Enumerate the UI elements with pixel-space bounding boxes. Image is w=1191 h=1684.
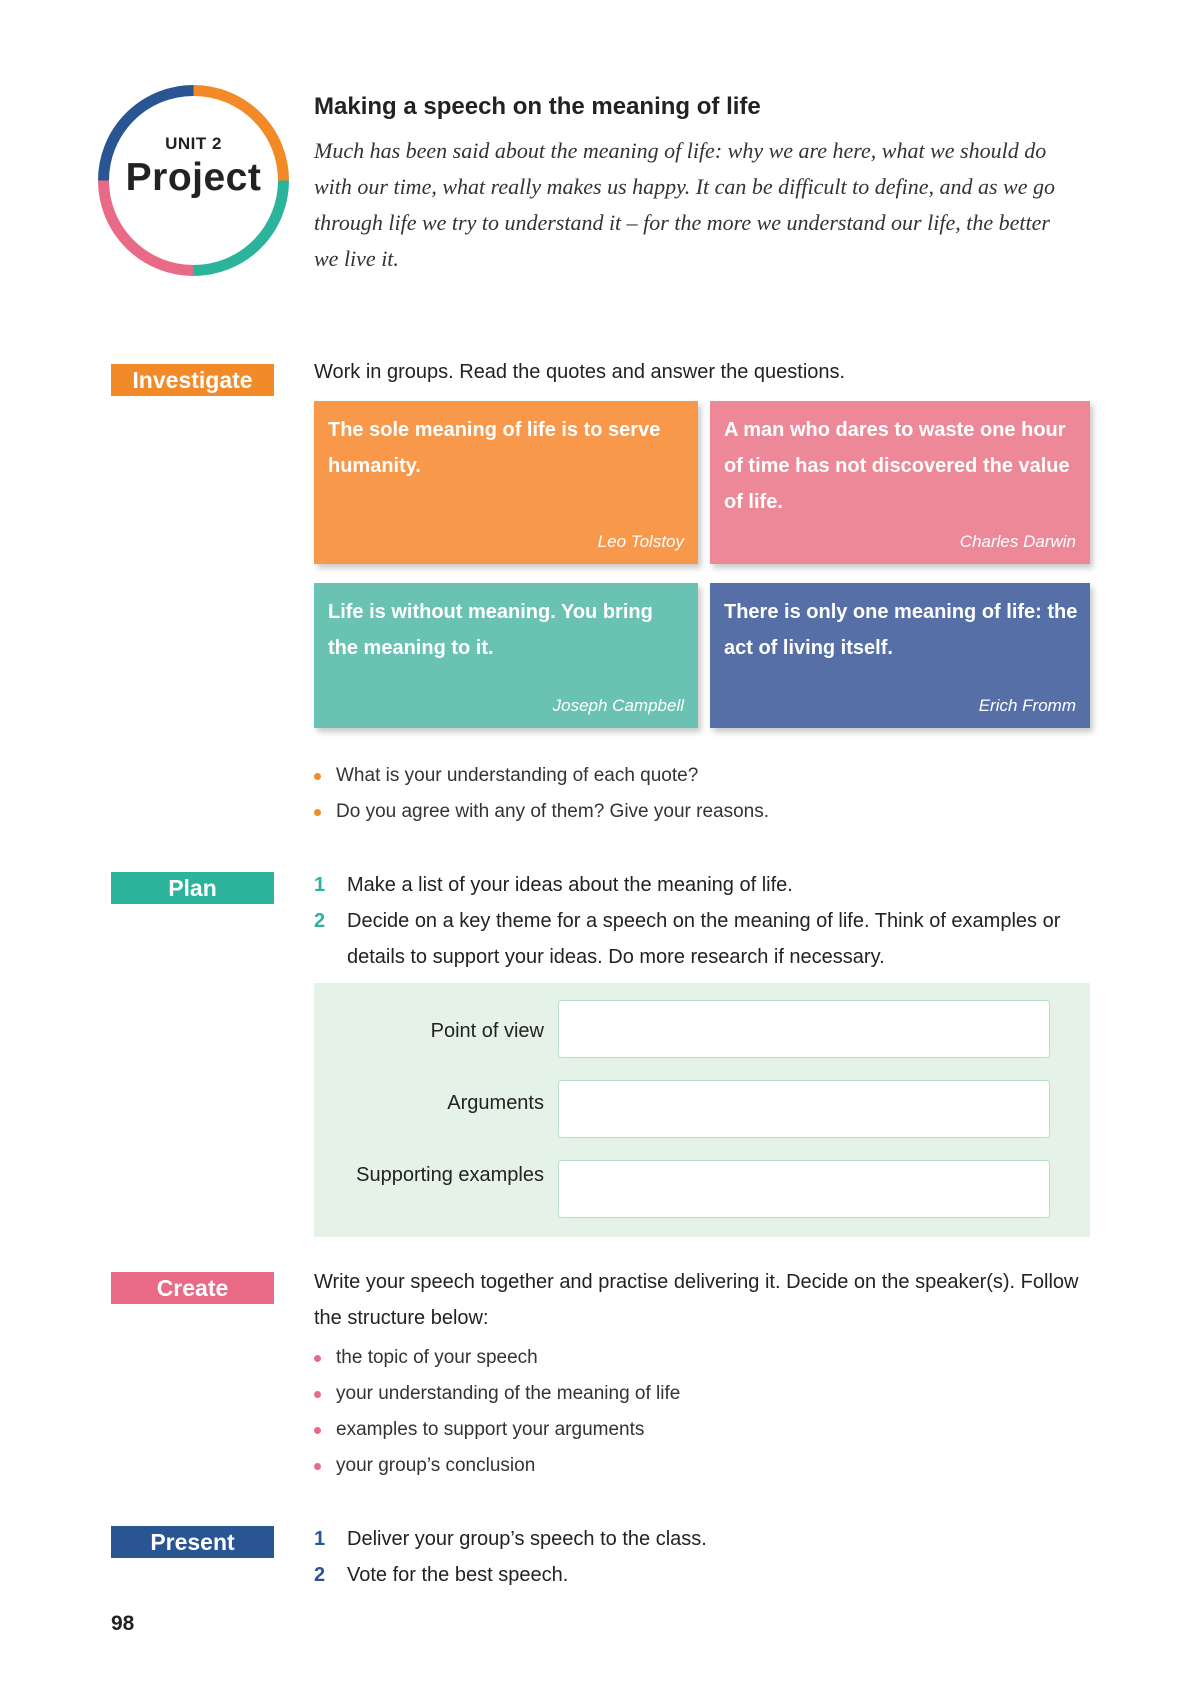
supporting-examples-field[interactable] [558, 1160, 1050, 1218]
create-instruction: Write your speech together and practise delivering it. Decide on the speaker(s). Follow the structure below: [314, 1271, 1079, 1329]
quote-text: There is only one meaning of life: the act of living itself. [724, 601, 1078, 659]
question-text: Do you agree with any of them? Give your reasons. [336, 801, 770, 822]
list-item [314, 903, 1094, 975]
quote-text: A man who dares to waste one hour of time has not discovered the value of life. [724, 419, 1070, 513]
step-number: 1 [314, 1528, 326, 1550]
plan-form [314, 983, 1090, 1237]
quote-card-campbell [314, 583, 698, 728]
quote-author: Leo Tolstoy [597, 532, 684, 551]
list-item [314, 1376, 680, 1412]
unit-project-word: Project [125, 156, 262, 199]
section-tag-create: Create [111, 1272, 274, 1304]
step-text: Decide on a key theme for a speech on the meaning of life. Think of examples or details to support your ideas. Do more research if necessary. [347, 910, 1061, 968]
step-number: 2 [314, 1564, 326, 1586]
list-item [314, 1340, 680, 1376]
step-text: Deliver your group’s speech to the class. [347, 1528, 707, 1550]
investigate-instruction: Work in groups. Read the quotes and answer the questions. [314, 361, 846, 383]
list-item [314, 758, 769, 794]
quote-author: Erich Fromm [978, 696, 1076, 715]
bullet-dot [314, 1427, 321, 1434]
bullet-dot [314, 1355, 321, 1362]
step-number: 2 [314, 910, 326, 932]
arguments-label: Arguments [447, 1092, 544, 1114]
structure-text: examples to support your arguments [336, 1419, 645, 1440]
bullet-dot [314, 773, 321, 780]
quote-card-darwin [710, 401, 1090, 564]
step-text: Vote for the best speech. [347, 1564, 569, 1586]
quote-author: Charles Darwin [959, 532, 1076, 551]
page-number: 98 [111, 1612, 135, 1635]
structure-text: the topic of your speech [336, 1347, 538, 1368]
intro-paragraph: Much has been said about the meaning of life: why we are here, what we should do with our time, what really makes us happy. It can be difficult to define, and as we go through life we try to understand it – for the more we understand our life, the better we live it. [314, 138, 1055, 271]
bullet-dot [314, 809, 321, 816]
list-item [314, 867, 1094, 903]
quote-card-tolstoy [314, 401, 698, 564]
page-title: Making a speech on the meaning of life [314, 93, 761, 120]
question-text: What is your understanding of each quote? [336, 765, 699, 786]
list-item [314, 794, 769, 830]
quote-text: The sole meaning of life is to serve humanity. [328, 419, 661, 477]
bullet-dot [314, 1463, 321, 1470]
arguments-field[interactable] [558, 1080, 1050, 1138]
point-of-view-label: Point of view [430, 1020, 544, 1042]
point-of-view-field[interactable] [558, 1000, 1050, 1058]
structure-text: your group’s conclusion [336, 1455, 536, 1476]
investigate-questions [314, 758, 769, 830]
bullet-dot [314, 1391, 321, 1398]
list-item [314, 1412, 680, 1448]
list-item [314, 1557, 1094, 1593]
list-item [314, 1448, 680, 1484]
plan-steps [314, 867, 1094, 975]
section-tag-plan: Plan [111, 872, 274, 904]
present-steps [314, 1521, 1094, 1593]
speech-structure-list [314, 1340, 680, 1484]
quote-text: Life is without meaning. You bring the meaning to it. [328, 601, 653, 659]
step-text: Make a list of your ideas about the meaning of life. [347, 874, 793, 896]
structure-text: your understanding of the meaning of life [336, 1383, 681, 1404]
quote-card-fromm [710, 583, 1090, 728]
step-number: 1 [314, 874, 326, 896]
list-item [314, 1521, 1094, 1557]
unit-label: UNIT 2 [165, 134, 222, 153]
section-tag-investigate: Investigate [111, 364, 274, 396]
section-tag-present: Present [111, 1526, 274, 1558]
supporting-examples-label: Supporting examples [356, 1164, 544, 1186]
quote-author: Joseph Campbell [552, 696, 684, 715]
